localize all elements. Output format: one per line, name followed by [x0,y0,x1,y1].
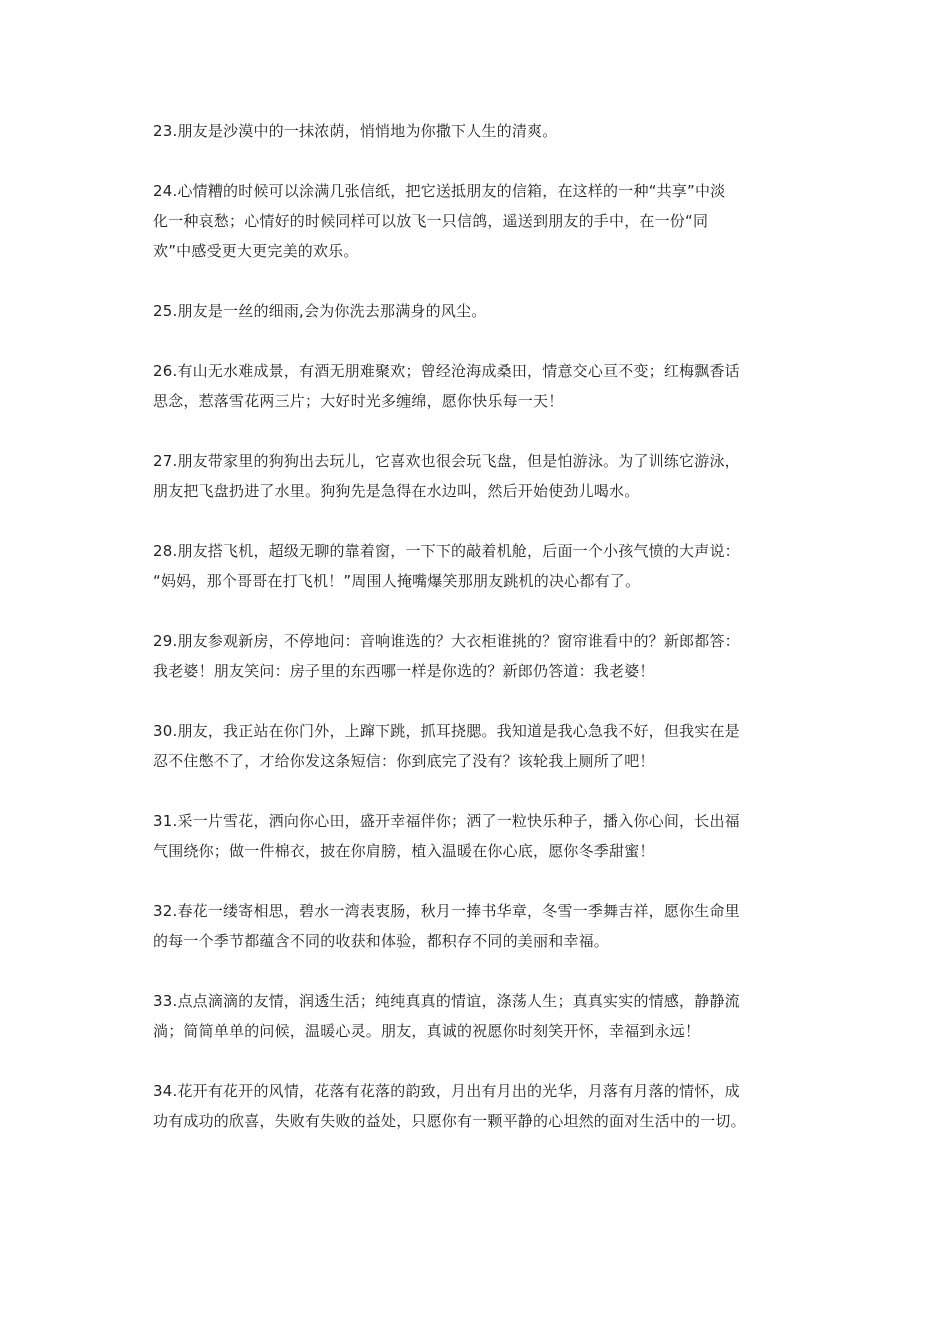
paragraph-line: 24.心情糟的时候可以涂满几张信纸，把它送抵朋友的信箱，在这样的一种“共享”中淡 [153,182,726,200]
paragraph-30 [153,716,801,776]
paragraph-27 [153,446,801,506]
paragraph-line: 23.朋友是沙漠中的一抹浓荫，悄悄地为你撒下人生的清爽。 [153,122,558,140]
paragraph-line: 28.朋友搭飞机，超级无聊的靠着窗，一下下的敲着机舱，后面一个小孩气愤的大声说： [153,542,740,560]
paragraph-line: 32.春花一缕寄相思，碧水一湾表衷肠，秋月一捧书华章，冬雪一季舞吉祥，愿你生命里 [153,902,740,920]
paragraph-line: 30.朋友，我正站在你门外，上蹿下跳，抓耳挠腮。我知道是我心急我不好，但我实在是 [153,722,740,740]
paragraph-28 [153,536,801,596]
paragraph-line: 功有成功的欣喜，失败有失败的益处，只愿你有一颗平静的心坦然的面对生活中的一切。 [153,1112,746,1130]
paragraph-line: 26.有山无水难成景，有酒无朋难聚欢；曾经沧海成桑田，情意交心亘不变；红梅飘香话 [153,362,740,380]
paragraph-line: 29.朋友参观新房，不停地问：音响谁选的？大衣柜谁挑的？窗帘谁看中的？新郎都答： [153,632,740,650]
paragraph-line: 的每一个季节都蕴含不同的收获和体验，都积存不同的美丽和幸福。 [153,932,610,950]
paragraph-line: 淌；简简单单的问候，温暖心灵。朋友，真诚的祝愿你时刻笑开怀，幸福到永远！ [153,1022,701,1040]
paragraph-25 [153,296,801,326]
paragraph-33 [153,986,801,1046]
paragraph-line: “妈妈，那个哥哥在打飞机！”周围人掩嘴爆笑那朋友跳机的决心都有了。 [153,572,641,590]
paragraph-line: 朋友把飞盘扔进了水里。狗狗先是急得在水边叫，然后开始使劲儿喝水。 [153,482,640,500]
paragraph-line: 思念，惹落雪花两三片；大好时光多缠绵，愿你快乐每一天！ [153,392,564,410]
paragraph-32 [153,896,801,956]
document-body [153,116,801,1166]
paragraph-line: 化一种哀愁；心情好的时候同样可以放飞一只信鸽，遥送到朋友的手中，在一份“同 [153,212,709,230]
paragraph-line: 我老婆！朋友笑问：房子里的东西哪一样是你选的？新郎仍答道：我老婆！ [153,662,655,680]
paragraph-line: 33.点点滴滴的友情，润透生活；纯纯真真的情谊，涤荡人生；真真实实的情感，静静流 [153,992,740,1010]
paragraph-34 [153,1076,801,1136]
paragraph-line: 31.采一片雪花，洒向你心田，盛开幸福伴你；洒了一粒快乐种子，播入你心间，长出福 [153,812,740,830]
paragraph-line: 25.朋友是一丝的细雨,会为你洗去那满身的风尘。 [153,302,487,320]
paragraph-29 [153,626,801,686]
paragraph-line: 欢”中感受更大更完美的欢乐。 [153,242,359,260]
paragraph-23 [153,116,801,146]
paragraph-31 [153,806,801,866]
paragraph-24 [153,176,801,266]
paragraph-line: 34.花开有花开的风情，花落有花落的韵致，月出有月出的光华，月落有月落的情怀，成 [153,1082,740,1100]
paragraph-line: 忍不住憋不了，才给你发这条短信：你到底完了没有？该轮我上厕所了吧！ [153,752,655,770]
paragraph-line: 27.朋友带家里的狗狗出去玩儿，它喜欢也很会玩飞盘，但是怕游泳。为了训练它游泳， [153,452,740,470]
paragraph-line: 气围绕你；做一件棉衣，披在你肩膀，植入温暖在你心底，愿你冬季甜蜜！ [153,842,655,860]
paragraph-26 [153,356,801,416]
